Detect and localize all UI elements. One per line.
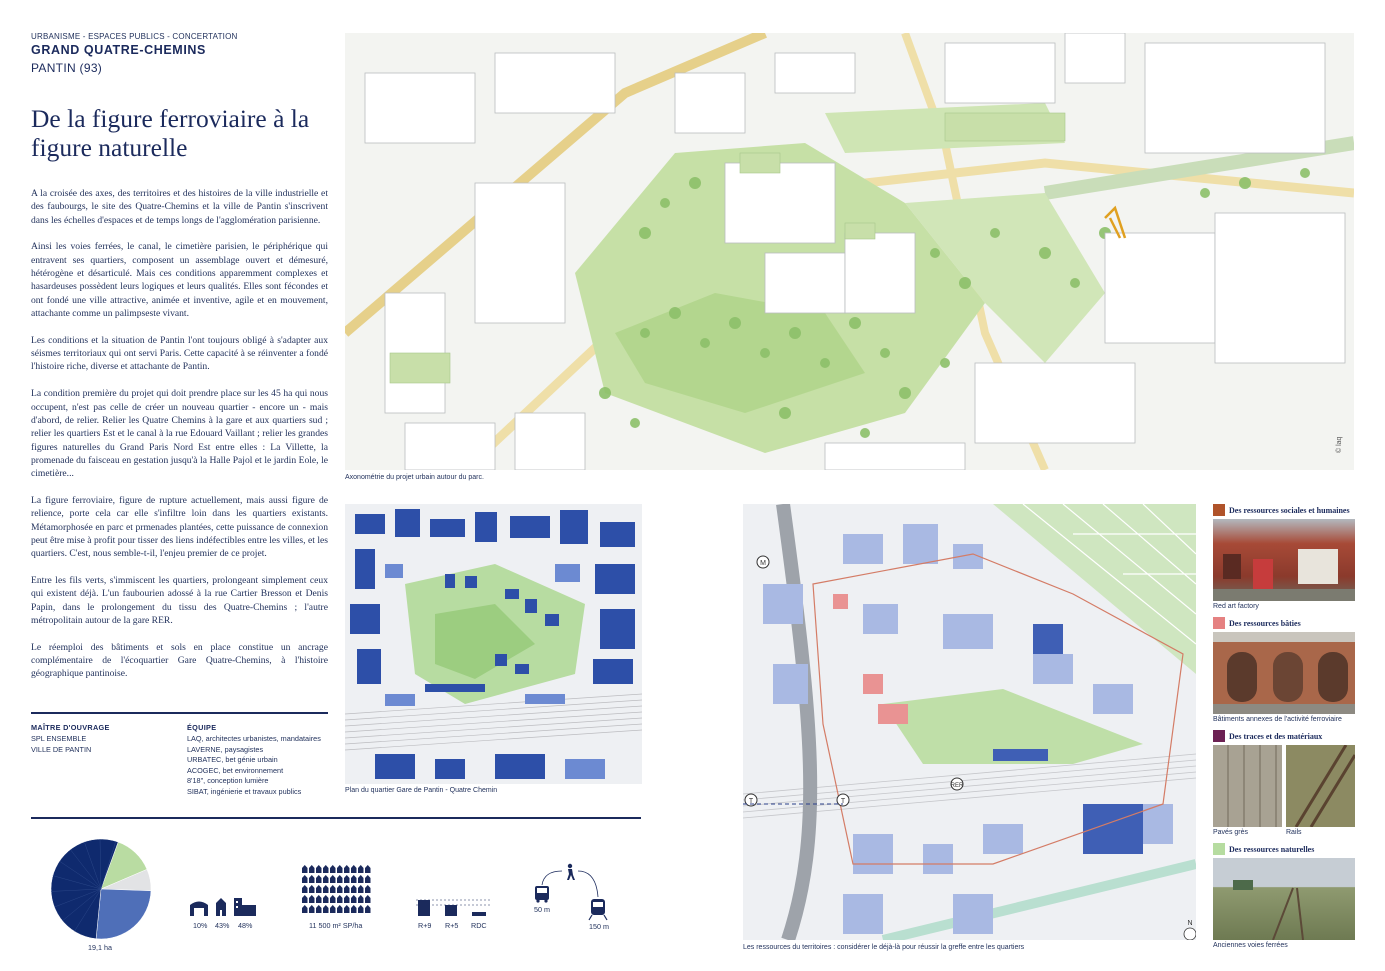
legend-photo-caption: Rails bbox=[1286, 829, 1302, 836]
heights-icon bbox=[416, 896, 492, 918]
north-label: N bbox=[1187, 920, 1193, 927]
density-unit-icon bbox=[323, 875, 329, 883]
density-unit-icon bbox=[351, 905, 357, 913]
density-icon bbox=[301, 864, 373, 916]
area-value: 19,1 ha bbox=[88, 943, 112, 952]
metro-marker bbox=[757, 556, 769, 568]
density-unit-icon bbox=[358, 865, 364, 873]
railway-drawing bbox=[1213, 858, 1355, 940]
annex-drawing bbox=[1213, 632, 1355, 714]
paragraph: Le réemploi des bâtiments et sols en place constitue un ancrage complémentaire de l'écoquartier Gare Quatre-Chemins, à l'histoire géographique pantinoise. bbox=[31, 641, 328, 680]
density-unit-icon bbox=[323, 895, 329, 903]
density-unit-icon bbox=[358, 895, 364, 903]
density-unit-icon bbox=[309, 905, 315, 913]
legend-natural bbox=[1213, 843, 1363, 949]
density-unit-icon bbox=[365, 885, 371, 893]
credits-rule bbox=[31, 712, 328, 714]
density-unit-icon bbox=[330, 895, 336, 903]
credits-team bbox=[187, 723, 337, 798]
paragraph: Les conditions et la situation de Pantin l'ont toujours obligé à s'adapter aux séismes territoriaux qui ont servi Paris. Cette capacité à se réinventer a fondé l'histoire riche, diverse et attachante de Pantin. bbox=[31, 334, 328, 373]
resources-map bbox=[743, 504, 1196, 940]
legend-traces bbox=[1213, 730, 1363, 836]
legend-title: Des ressources bâties bbox=[1229, 618, 1301, 628]
plan-drawing bbox=[345, 504, 642, 784]
density-unit-icon bbox=[344, 895, 350, 903]
paragraph: La condition première du projet qui doit prendre place sur les 45 ha qui nous occupent, n'est pas celle de créer un nouveau quartier - encore un - mais d'abord, de relier. Relier les Quatre Chemins à la gare et aux quartiers sud ; relier les quartiers Est et le canal à la rue Edouard Vaillant ; relier les grandes figures naturelles du Grand Paris Nord Est entre elles : La Villette, la promenade du faisceau en gestation jusqu'à la Halle Pajol et le jardin Eole, le cimetière... bbox=[31, 388, 328, 480]
legend-built bbox=[1213, 617, 1363, 723]
density-unit-icon bbox=[365, 905, 371, 913]
density-unit-icon bbox=[358, 875, 364, 883]
density-unit-icon bbox=[365, 895, 371, 903]
credits-owner bbox=[31, 723, 181, 755]
density-unit-icon bbox=[337, 875, 343, 883]
density-unit-icon bbox=[323, 905, 329, 913]
pedestrian-icon bbox=[567, 864, 575, 880]
density-unit-icon bbox=[316, 885, 322, 893]
factory-drawing bbox=[1213, 519, 1355, 601]
density-unit-icon bbox=[302, 875, 308, 883]
density-unit-icon bbox=[358, 885, 364, 893]
paragraph: La figure ferroviaire, figure de rupture actuellement, mais aussi figure de relience, porte cela car elle s'infiltre loin dans les quartiers existants. Métamorphosée en parc et prmenades plantées, cette puissance de connexion peut être mise à profit pour tisser des liens indéfectibles entre les villes, et les quartiers. C'est, nous semble-t-il, l'enjeu premier de ce projet. bbox=[31, 494, 328, 560]
axo-caption: Axonométrie du projet urbain autour du parc. bbox=[345, 474, 484, 481]
density-unit-icon bbox=[330, 905, 336, 913]
density-unit-icon bbox=[302, 895, 308, 903]
rails-photo bbox=[1286, 745, 1355, 827]
density-unit-icon bbox=[316, 865, 322, 873]
legend-title: Des ressources naturelles bbox=[1229, 844, 1315, 854]
tram-label: T bbox=[840, 798, 846, 805]
density-unit-icon bbox=[323, 885, 329, 893]
area-pie-chart bbox=[50, 838, 152, 940]
tram-label: T bbox=[748, 798, 754, 805]
density-unit-icon bbox=[316, 905, 322, 913]
team-line: SIBAT, ingénierie et travaux publics bbox=[187, 786, 302, 796]
building-icon bbox=[234, 898, 256, 916]
pie-slices bbox=[51, 839, 151, 939]
team-line: LAQ, architectes urbanistes, mandataires bbox=[187, 734, 321, 743]
height-value: R+9 bbox=[418, 921, 432, 930]
pie-slice bbox=[96, 889, 151, 939]
density-unit-icon bbox=[309, 865, 315, 873]
owner-line: VILLE DE PANTIN bbox=[31, 744, 92, 754]
metro-label: M bbox=[760, 560, 766, 567]
density-unit-icon bbox=[309, 895, 315, 903]
rails-drawing bbox=[1286, 745, 1355, 827]
distance-value: 50 m bbox=[534, 905, 550, 914]
axo-credit: © laq bbox=[1336, 436, 1343, 453]
legend-title: Des traces et des matériaux bbox=[1229, 731, 1323, 741]
bus-icon bbox=[535, 886, 549, 903]
legend-photo-caption: Anciennes voies ferrées bbox=[1213, 942, 1288, 949]
density-unit-icon bbox=[316, 895, 322, 903]
density-unit-icon bbox=[337, 865, 343, 873]
height-value: RDC bbox=[471, 921, 487, 930]
team-line: 8'18", conception lumière bbox=[187, 776, 269, 786]
distance-value: 150 m bbox=[589, 922, 609, 931]
resources-caption: Les ressources du territoires : considérer le déjà-là pour réussir la greffe entre les quartiers bbox=[743, 944, 1025, 951]
legend-swatch bbox=[1213, 730, 1225, 742]
density-unit-icon bbox=[344, 905, 350, 913]
legend-swatch bbox=[1213, 617, 1225, 629]
mid-block-icon bbox=[445, 905, 457, 916]
density-unit-icon bbox=[330, 885, 336, 893]
density-unit-icon bbox=[365, 865, 371, 873]
headline: De la figure ferroviaire à la figure naturelle bbox=[31, 104, 310, 162]
density-unit-icon bbox=[302, 865, 308, 873]
density-unit-icon bbox=[302, 905, 308, 913]
team-line: LAVERNE, paysagistes bbox=[187, 744, 264, 754]
team-heading: ÉQUIPE bbox=[187, 723, 217, 732]
rer-label: RER bbox=[950, 783, 964, 789]
share-value: 10% bbox=[193, 921, 208, 930]
legend-social bbox=[1213, 504, 1363, 610]
density-unit-icon bbox=[309, 875, 315, 883]
density-unit-icon bbox=[351, 875, 357, 883]
density-unit-icon bbox=[337, 895, 343, 903]
train-icon bbox=[589, 899, 607, 920]
mobility-icon bbox=[530, 863, 610, 923]
legend-photo-caption: Red art factory bbox=[1213, 603, 1259, 610]
density-unit-icon bbox=[309, 885, 315, 893]
legend-swatch bbox=[1213, 843, 1225, 855]
density-unit-icon bbox=[337, 885, 343, 893]
density-unit-icon bbox=[330, 875, 336, 883]
paving-photo bbox=[1213, 745, 1282, 827]
density-unit-icon bbox=[316, 875, 322, 883]
kicker: URBANISME - ESPACES PUBLICS - CONCERTATION bbox=[31, 32, 238, 41]
district-plan bbox=[345, 504, 642, 784]
body-text bbox=[31, 187, 328, 694]
owner-line: SPL ENSEMBLE bbox=[31, 734, 87, 743]
density-unit-icon bbox=[344, 865, 350, 873]
share-value: 43% bbox=[215, 921, 230, 930]
tall-block-icon bbox=[418, 900, 430, 916]
axonometric-view bbox=[345, 33, 1354, 470]
old-railway-photo bbox=[1213, 858, 1355, 940]
paragraph: Entre les fils verts, s'immiscent les quartiers, prolongeant simplement ceux qui existent déjà. L'un faubourien adossé à la rue Cartier Bresson et Denis Papin, dans le prolongement du tissu des Quatre-Chemins ; l'autre métropolitain autour de la gare RER. bbox=[31, 574, 328, 626]
share-value: 48% bbox=[238, 921, 253, 930]
project-place: PANTIN (93) bbox=[31, 61, 103, 75]
warehouse-icon bbox=[190, 902, 208, 917]
density-unit-icon bbox=[344, 885, 350, 893]
legend-title: Des ressources sociales et humaines bbox=[1229, 505, 1350, 515]
low-block-icon bbox=[472, 912, 486, 916]
density-unit-icon bbox=[344, 875, 350, 883]
density-unit-icon bbox=[351, 895, 357, 903]
team-line: URBATEC, bet génie urbain bbox=[187, 755, 278, 765]
density-value: 11 500 m² SP/ha bbox=[309, 921, 363, 930]
project-title: GRAND QUATRE-CHEMINS bbox=[31, 43, 206, 57]
rail-annex-photo bbox=[1213, 632, 1355, 714]
density-unit-icon bbox=[351, 865, 357, 873]
density-unit-icon bbox=[358, 905, 364, 913]
owner-heading: MAÎTRE D'OUVRAGE bbox=[31, 723, 110, 732]
density-unit-icon bbox=[323, 865, 329, 873]
typology-icons bbox=[189, 895, 259, 917]
stats-rule bbox=[31, 817, 641, 819]
legend-photo-caption: Pavés grès bbox=[1213, 829, 1249, 836]
density-unit-icon bbox=[365, 875, 371, 883]
height-value: R+5 bbox=[445, 921, 459, 930]
red-art-factory-photo bbox=[1213, 519, 1355, 601]
density-unit-icon bbox=[337, 905, 343, 913]
team-line: ACOGEC, bet environnement bbox=[187, 765, 284, 775]
plan-caption: Plan du quartier Gare de Pantin - Quatre Chemin bbox=[345, 787, 498, 794]
density-unit-icon bbox=[330, 865, 336, 873]
paragraph: A la croisée des axes, des territoires et des histoires de la ville industrielle et des faubourgs, le site des Quatre-Chemins et la ville de Pantin s'inscrivent dans les échelles d'espaces et de temps longs de l'agglomération parisienne. bbox=[31, 188, 328, 226]
house-icon bbox=[216, 898, 226, 916]
resources-map-drawing bbox=[743, 504, 1196, 940]
axonometric-drawing bbox=[345, 33, 1354, 470]
legend-swatch bbox=[1213, 504, 1225, 516]
paragraph: Ainsi les voies ferrées, le canal, le cimetière parisien, le périphérique qui entravent ses quartiers, composent un assemblage ouvert et démesuré, hétérogène et désarticulé. Mais ces conditions apparemment complexes et hasardeuses possèdent leurs logiques et leurs qualités. Elles sont fécondes et ont fondé une ville attractive, animée et inventive, agile et en mouvement, attachante comme un palimpseste vivant. bbox=[31, 241, 328, 320]
density-unit-icon bbox=[302, 885, 308, 893]
legend-photo-caption: Bâtiments annexes de l'activité ferroviaire bbox=[1213, 716, 1342, 723]
density-unit-icon bbox=[351, 885, 357, 893]
